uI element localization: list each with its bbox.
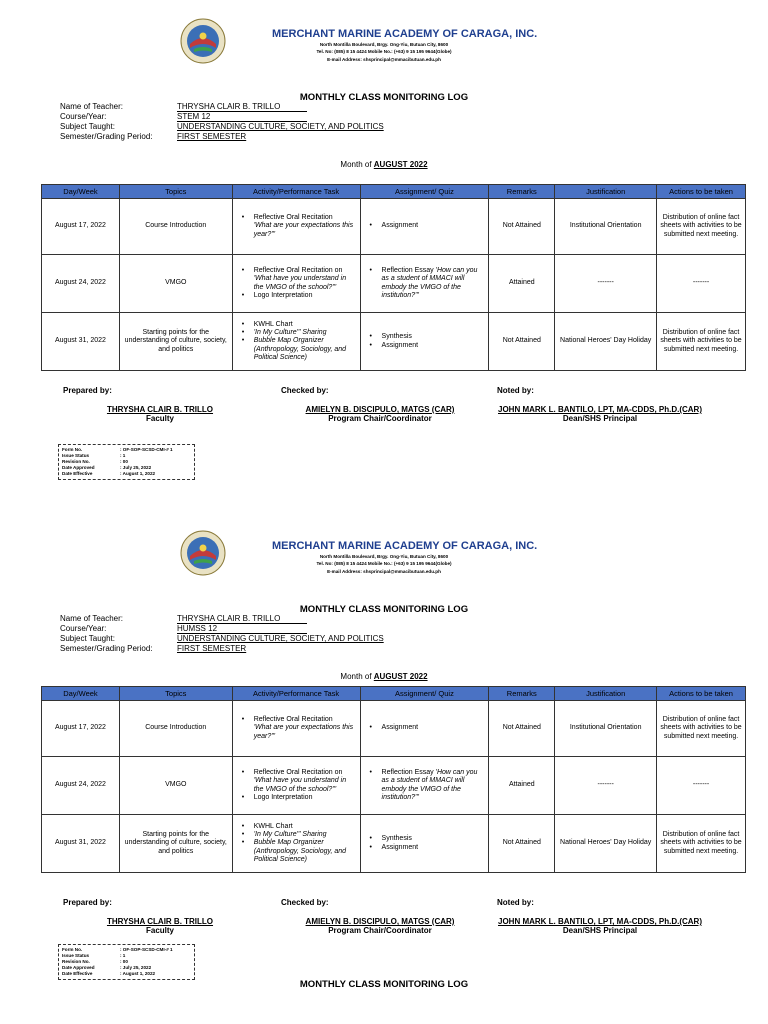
header-activity: Activity/Performance Task bbox=[232, 687, 360, 701]
header-assignment: Assignment/ Quiz bbox=[360, 185, 489, 199]
teacher-value: THRYSHA CLAIR B. TRILLO bbox=[177, 102, 307, 112]
assignment-item: • Assignment bbox=[364, 844, 486, 852]
checked-name: AMIELYN B. DISCIPULO, MATGS (CAR) bbox=[305, 917, 455, 926]
header-day-week: Day/Week bbox=[42, 687, 120, 701]
checked-role: Program Chair/Coordinator bbox=[328, 926, 432, 935]
noted-by-label: Noted by: bbox=[497, 898, 534, 907]
school-address: North Montilla Boulevard, Brgy. Ong-Yiu, Butuan City, 8600 bbox=[319, 554, 449, 559]
cell-justification: ------- bbox=[555, 757, 657, 815]
school-contact: Tel. No: (085) 8 15 4424 Mobile No.: (+63) 9 15 195 9644(Globe) bbox=[316, 561, 452, 566]
checked-signatory bbox=[290, 917, 470, 935]
subject-value: UNDERSTANDING CULTURE, SOCIETY, AND POLITICS bbox=[177, 634, 384, 643]
month-line bbox=[0, 672, 768, 681]
monitoring-table bbox=[41, 686, 746, 873]
school-contact: Tel. No: (085) 8 15 4424 Mobile No.: (+63) 9 15 195 9644(Globe) bbox=[316, 49, 452, 54]
cell-assignment bbox=[360, 701, 489, 757]
assignment-item: • Assignment bbox=[364, 724, 486, 732]
header-remarks: Remarks bbox=[489, 687, 555, 701]
log-title: MONTHLY CLASS MONITORING LOG bbox=[299, 604, 469, 615]
subject-label: Subject Taught: bbox=[60, 634, 116, 643]
activity-item: • Reflective Oral Recitation 'What are your expectations this year?'" bbox=[236, 214, 357, 239]
cell-assignment bbox=[360, 199, 489, 255]
header-activity: Activity/Performance Task bbox=[232, 185, 360, 199]
cell-remarks: Not Attained bbox=[489, 815, 555, 873]
course-value: HUMSS 12 bbox=[177, 624, 307, 634]
cell-actions: Distribution of online fact sheets with activities to be submitted next meeting. bbox=[657, 701, 746, 757]
cell-actions: Distribution of online fact sheets with activities to be submitted next meeting. bbox=[657, 313, 746, 371]
activity-item: • Bubble Map Organizer (Anthropology, Sociology, and Political Science) bbox=[236, 337, 357, 362]
assignment-item: • Assignment bbox=[364, 222, 486, 230]
form-control-box: Form No. : OF-SOP-SCSD-CMI-# 1 Issue Status : 1 Revision No. : 00 Date Approved : July 25, 2022 Date Effective : August 1, 2022 bbox=[58, 944, 195, 980]
checked-name: AMIELYN B. DISCIPULO, MATGS (CAR) bbox=[305, 405, 455, 414]
header-day-week: Day/Week bbox=[42, 185, 120, 199]
activity-item: • KWHL Chart bbox=[236, 321, 357, 329]
activity-item: • KWHL Chart bbox=[236, 823, 357, 831]
header-justification: Justification bbox=[555, 687, 657, 701]
table-row bbox=[42, 701, 746, 757]
activity-item: • 'In My Culture'" Sharing bbox=[236, 329, 357, 337]
month-value: AUGUST 2022 bbox=[373, 672, 428, 681]
month-prefix: Month of bbox=[340, 160, 372, 169]
checked-signatory bbox=[290, 405, 470, 423]
cell-remarks: Attained bbox=[489, 255, 555, 313]
cell-justification: National Heroes' Day Holiday bbox=[555, 313, 657, 371]
cell-justification: ------- bbox=[555, 255, 657, 313]
prepared-signatory bbox=[90, 405, 230, 423]
table-header-row bbox=[42, 687, 746, 701]
activity-item: • Reflective Oral Recitation on 'What have you understand in the VMGO of the school?'" bbox=[236, 267, 357, 292]
cell-activity bbox=[232, 255, 360, 313]
activity-item: • 'In My Culture'" Sharing bbox=[236, 831, 357, 839]
month-value: AUGUST 2022 bbox=[373, 160, 428, 169]
cell-day: August 17, 2022 bbox=[42, 701, 120, 757]
activity-item: • Logo Interpretation bbox=[236, 794, 357, 802]
noted-signatory bbox=[490, 917, 710, 935]
cell-remarks: Not Attained bbox=[489, 313, 555, 371]
table-row bbox=[42, 757, 746, 815]
semester-value: FIRST SEMESTER bbox=[177, 644, 247, 653]
table-row bbox=[42, 199, 746, 255]
prepared-by-label: Prepared by: bbox=[63, 386, 112, 395]
school-name: MERCHANT MARINE ACADEMY OF CARAGA, INC. bbox=[272, 28, 538, 40]
checked-by-label: Checked by: bbox=[281, 898, 329, 907]
noted-name: JOHN MARK L. BANTILO, LPT, MA-CDDS, Ph.D.(CAR) bbox=[498, 917, 702, 926]
month-line bbox=[0, 160, 768, 169]
cell-justification: Institutional Orientation bbox=[555, 199, 657, 255]
assignment-item: • Reflection Essay 'How can you as a student of MMACI will embody the VMGO of the institution?'" bbox=[364, 267, 486, 301]
cell-actions: ------- bbox=[657, 757, 746, 815]
school-seal-logo bbox=[180, 530, 226, 576]
prepared-name: THRYSHA CLAIR B. TRILLO bbox=[106, 405, 214, 414]
cell-actions: Distribution of online fact sheets with activities to be submitted next meeting. bbox=[657, 815, 746, 873]
cell-remarks: Not Attained bbox=[489, 199, 555, 255]
header-actions: Actions to be taken bbox=[657, 185, 746, 199]
noted-by-label: Noted by: bbox=[497, 386, 534, 395]
teacher-info bbox=[60, 102, 384, 142]
assignment-item: • Reflection Essay 'How can you as a student of MMACI will embody the VMGO of the institution?'" bbox=[364, 769, 486, 803]
cell-actions: Distribution of online fact sheets with activities to be submitted next meeting. bbox=[657, 199, 746, 255]
table-row bbox=[42, 815, 746, 873]
activity-item: • Bubble Map Organizer (Anthropology, Sociology, and Political Science) bbox=[236, 839, 357, 864]
assignment-item: • Synthesis bbox=[364, 333, 486, 341]
cell-activity bbox=[232, 815, 360, 873]
course-value: STEM 12 bbox=[177, 112, 307, 122]
header-remarks: Remarks bbox=[489, 185, 555, 199]
school-email: E-mail Address: shsprincipal@mmacibutuan.edu.ph bbox=[327, 57, 441, 62]
noted-role: Dean/SHS Principal bbox=[562, 926, 638, 935]
teacher-label: Name of Teacher: bbox=[60, 614, 123, 623]
school-email: E-mail Address: shsprincipal@mmacibutuan.edu.ph bbox=[327, 569, 441, 574]
semester-label: Semester/Grading Period: bbox=[60, 132, 153, 141]
checked-by-label: Checked by: bbox=[281, 386, 329, 395]
monitoring-table bbox=[41, 184, 746, 371]
header-topics: Topics bbox=[119, 687, 232, 701]
table-header-row bbox=[42, 185, 746, 199]
prepared-name: THRYSHA CLAIR B. TRILLO bbox=[106, 917, 214, 926]
prepared-role: Faculty bbox=[145, 926, 174, 935]
cell-topic: VMGO bbox=[119, 757, 232, 815]
semester-value: FIRST SEMESTER bbox=[177, 132, 247, 141]
activity-item: • Reflective Oral Recitation 'What are your expectations this year?'" bbox=[236, 716, 357, 741]
teacher-value: THRYSHA CLAIR B. TRILLO bbox=[177, 614, 307, 624]
cell-day: August 24, 2022 bbox=[42, 255, 120, 313]
table-row bbox=[42, 313, 746, 371]
cell-day: August 31, 2022 bbox=[42, 815, 120, 873]
cell-justification: Institutional Orientation bbox=[555, 701, 657, 757]
noted-name: JOHN MARK L. BANTILO, LPT, MA-CDDS, Ph.D.(CAR) bbox=[498, 405, 702, 414]
cell-day: August 17, 2022 bbox=[42, 199, 120, 255]
header-justification: Justification bbox=[555, 185, 657, 199]
cell-topic: Starting points for the understanding of culture, society, and politics bbox=[119, 313, 232, 371]
cell-remarks: Attained bbox=[489, 757, 555, 815]
cell-assignment bbox=[360, 757, 489, 815]
cell-remarks: Not Attained bbox=[489, 701, 555, 757]
month-prefix: Month of bbox=[340, 672, 372, 681]
header-assignment: Assignment/ Quiz bbox=[360, 687, 489, 701]
header-topics: Topics bbox=[119, 185, 232, 199]
log-title: MONTHLY CLASS MONITORING LOG bbox=[299, 92, 469, 103]
course-label: Course/Year: bbox=[60, 624, 107, 633]
cell-assignment bbox=[360, 255, 489, 313]
activity-item: • Reflective Oral Recitation on 'What have you understand in the VMGO of the school?'" bbox=[236, 769, 357, 794]
header-actions: Actions to be taken bbox=[657, 687, 746, 701]
cell-activity bbox=[232, 757, 360, 815]
table-row bbox=[42, 255, 746, 313]
cell-actions: ------- bbox=[657, 255, 746, 313]
cell-activity bbox=[232, 199, 360, 255]
cell-activity bbox=[232, 701, 360, 757]
school-seal-logo bbox=[180, 18, 226, 64]
prepared-signatory bbox=[90, 917, 230, 935]
noted-role: Dean/SHS Principal bbox=[562, 414, 638, 423]
school-address: North Montilla Boulevard, Brgy. Ong-Yiu, Butuan City, 8600 bbox=[319, 42, 449, 47]
semester-label: Semester/Grading Period: bbox=[60, 644, 153, 653]
noted-signatory bbox=[490, 405, 710, 423]
prepared-role: Faculty bbox=[145, 414, 174, 423]
activity-item: • Logo Interpretation bbox=[236, 292, 357, 300]
cell-topic: Course Introduction bbox=[119, 701, 232, 757]
teacher-info bbox=[60, 614, 384, 654]
cell-activity bbox=[232, 313, 360, 371]
subject-value: UNDERSTANDING CULTURE, SOCIETY, AND POLITICS bbox=[177, 122, 384, 131]
assignment-item: • Synthesis bbox=[364, 835, 486, 843]
subject-label: Subject Taught: bbox=[60, 122, 116, 131]
course-label: Course/Year: bbox=[60, 112, 107, 121]
checked-role: Program Chair/Coordinator bbox=[328, 414, 432, 423]
next-page-log-title: MONTHLY CLASS MONITORING LOG bbox=[299, 979, 469, 990]
school-name: MERCHANT MARINE ACADEMY OF CARAGA, INC. bbox=[272, 540, 538, 552]
cell-assignment bbox=[360, 313, 489, 371]
cell-topic: Course Introduction bbox=[119, 199, 232, 255]
cell-day: August 24, 2022 bbox=[42, 757, 120, 815]
cell-topic: VMGO bbox=[119, 255, 232, 313]
prepared-by-label: Prepared by: bbox=[63, 898, 112, 907]
cell-assignment bbox=[360, 815, 489, 873]
cell-day: August 31, 2022 bbox=[42, 313, 120, 371]
cell-topic: Starting points for the understanding of culture, society, and politics bbox=[119, 815, 232, 873]
form-control-box: Form No. : OF-SOP-SCSD-CMI-# 1 Issue Status : 1 Revision No. : 00 Date Approved : July 25, 2022 Date Effective : August 1, 2022 bbox=[58, 444, 195, 480]
cell-justification: National Heroes' Day Holiday bbox=[555, 815, 657, 873]
assignment-item: • Assignment bbox=[364, 342, 486, 350]
teacher-label: Name of Teacher: bbox=[60, 102, 123, 111]
